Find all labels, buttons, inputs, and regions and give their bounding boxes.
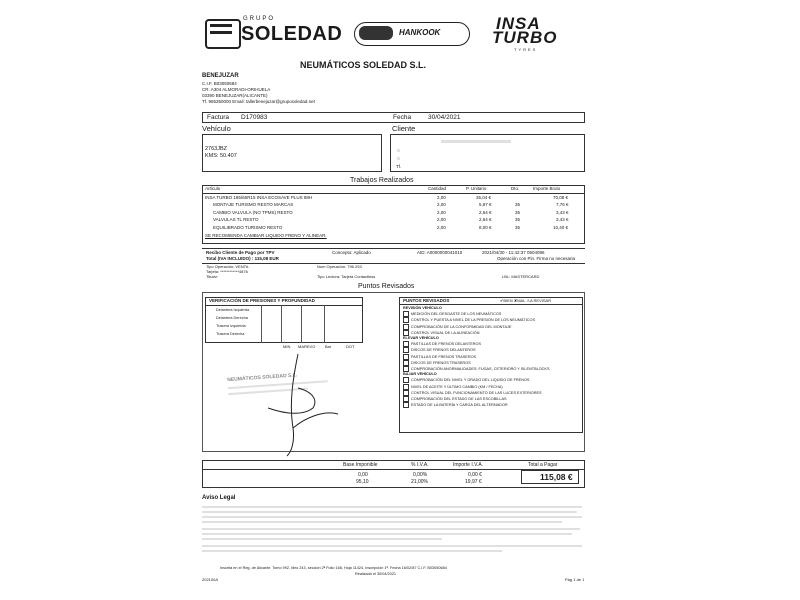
vehicle-plate: 2763JBZ — [205, 146, 228, 152]
warning-icon: ⚠ — [526, 298, 530, 303]
aviso-title: Aviso Legal — [202, 495, 236, 501]
row-importe: 7,76 € — [556, 202, 569, 207]
row-articulo: EQUILIBRADO TURISMO RESTO — [213, 225, 283, 230]
turbo-text: TURBO — [492, 28, 558, 47]
col-bar: Bar — [325, 344, 332, 349]
presiones-box — [205, 297, 363, 343]
invoice-bar — [202, 112, 585, 123]
vehiculo-box — [202, 134, 382, 172]
row-unitario: 2,64 € — [479, 217, 492, 222]
soledad-text: SOLEDAD — [241, 23, 343, 45]
presion-row: Trasera Izquierda — [216, 324, 246, 328]
item-label: COMPROBACIÓN DE LA CONFORMIDAD DEL MONTAJE — [411, 324, 512, 329]
row-dto: 35 — [515, 202, 521, 207]
list-item: ELEVAR VEHÍCULO — [403, 336, 439, 341]
insa-text: INSA — [496, 14, 541, 33]
trabajos-header-row — [203, 186, 584, 194]
aviso-footer: Inscrita en el Reg. de Alicante. Tomo 992, libro 243, sección 2ª Folio 168, Hoja 11424, Inscripción 1ª. Fecha 16/02/87 C.I.F. B03050684 — [220, 566, 447, 570]
row-articulo: MONTAJE TURISMO RESTO MARCAS — [213, 202, 294, 207]
col-dot: DOT — [346, 344, 355, 349]
checkbox-icon — [403, 341, 409, 347]
col-articulo: Artículo — [205, 186, 221, 191]
factura-value: D170983 — [241, 114, 268, 121]
importe-iva-0: 0,00 € — [468, 472, 482, 478]
totals-table — [202, 460, 585, 488]
row-cantidad: 2,00 — [437, 225, 446, 230]
table-row — [203, 195, 584, 201]
importe-iva-1: 19,97 € — [465, 479, 482, 485]
hdr-iva: % I.V.A. — [411, 462, 429, 468]
row-importe: 10,40 € — [553, 225, 569, 230]
recibo-firma: Operación con Pin. Firma no necesaria — [497, 256, 576, 261]
checkbox-icon — [403, 390, 409, 396]
row-cantidad: 2,00 — [437, 217, 446, 222]
factura-label: Factura — [207, 114, 230, 121]
col-marevo: MAREVO — [298, 344, 316, 349]
iva-1: 21,00% — [411, 479, 428, 485]
trabajos-note: SE RECOMIENDA CAMBIAR LIQUIDO FRENO Y ALINEAR. — [205, 233, 327, 238]
totals-header — [203, 461, 584, 470]
row-articulo: CAMBIO VALVULA (NO TPMS) RESTO — [213, 210, 293, 215]
table-row — [203, 202, 584, 208]
recibo-titular: Titular: — [206, 274, 219, 279]
table-row — [203, 225, 584, 231]
soledad-logo — [205, 14, 343, 48]
legend-revisar: A REVISAR — [529, 298, 552, 303]
hankook-text: HANKOOK — [399, 28, 441, 37]
presion-row: Trasera Derecha — [216, 332, 245, 336]
checkbox-icon — [403, 311, 409, 317]
checkbox-icon — [403, 377, 409, 383]
page-number: Pág 1 de 1 — [565, 577, 585, 582]
row-importe: 70,08 € — [553, 195, 569, 200]
list-item: BAJAR VEHÍCULO — [403, 372, 437, 377]
recibo-tipo-op: Tipo Operación: VENTA — [206, 264, 249, 269]
total-box — [521, 470, 579, 484]
recibo-title: Recibo Cliente de Pago por TPV — [206, 250, 275, 255]
revisados-box — [399, 297, 583, 433]
col-min: MIN — [283, 344, 291, 349]
item-label: CONTROL VISUAL DE LA ALINEACIÓN — [411, 330, 480, 335]
item-label: DISCOS DE FRENOS DELANTEROS — [411, 348, 476, 353]
checkbox-icon — [403, 354, 409, 360]
vehiculo-label: Vehículo — [202, 124, 231, 133]
company-cif: C.I.F. B03050684 — [202, 81, 237, 86]
row-unitario: 5,97 € — [479, 202, 492, 207]
company-city: 03390 BENEJUZAR(ALICANTE) — [202, 93, 268, 98]
checkbox-icon — [403, 324, 409, 330]
presion-row: Delantera Izquierda — [216, 308, 250, 312]
row-importe: 3,43 € — [556, 217, 569, 222]
item-label: CONTROL VISUAL DEL FUNCIONAMIENTO DE LAS LUCES EXTERIORES — [411, 390, 542, 395]
recibo-total: Total (IVA INCLUIDO) : 115,08 EUR — [206, 256, 279, 261]
row-unitario: 2,64 € — [479, 210, 492, 215]
list-item — [403, 377, 549, 383]
checkbox-icon — [403, 402, 409, 408]
vehicle-kms: KMS: 50.407 — [205, 153, 237, 159]
presion-row: Delantera Derecha — [216, 316, 248, 320]
hdr-importe-iva: Importe I.V.A. — [453, 462, 484, 468]
row-importe: 3,43 € — [556, 210, 569, 215]
row-dto: 35 — [515, 210, 521, 215]
item-label: COMPROBACIÓN ANORMALIDADES: FUGAS, CETERIORO Y SILENTBLOCKS — [411, 367, 550, 372]
col-unitario: P. Unitario — [466, 186, 487, 191]
recibo-num-op: Num Operación: 796.293 — [317, 264, 362, 269]
col-importe: Importe Bruto — [533, 186, 561, 191]
row-articulo: VALVULAS TL RESTO — [213, 217, 259, 222]
cliente-tf: Tf. — [396, 164, 402, 169]
item-label: ESTADO DE LA BATERÍA Y CARGA DEL ALTERNADOR — [411, 403, 508, 408]
list-item — [403, 317, 549, 323]
fecha-label: Fecha — [393, 114, 412, 121]
row-articulo: INSA TURBO 185/65R15 INSA ECOSAVE PLUS 88H — [205, 195, 313, 200]
company-address: CR. A304 ALMORADI-ORIHUELA — [202, 87, 271, 92]
list-item: REVISIÓN VEHÍCULO — [403, 306, 442, 310]
revisados-list — [403, 306, 549, 408]
col-cantidad: Cantidad — [428, 186, 447, 191]
base-0: 0,00 — [358, 472, 368, 478]
cross-icon: ✘ — [513, 298, 518, 303]
revisados-title: PUNTOS REVISADOS — [403, 298, 450, 303]
aviso-footer-date: Realizado el 30/04/2021 — [355, 572, 396, 576]
recibo-fecha: 2021/04/30 - 11:42:37 0504096 — [482, 250, 545, 255]
payment-receipt — [202, 248, 585, 278]
doc-code: 202100A — [202, 577, 219, 582]
presiones-title: VERIFICACIÓN DE PRESIONES Y PROFUNDIDAD — [209, 298, 315, 303]
recibo-lectura: Tipo Lectura: Tarjeta Contactless — [317, 274, 376, 279]
fecha-value: 30/04/2021 — [428, 114, 461, 121]
item-label: MEDICIÓN DEL DESGASTE DE LOS NEUMÁTICOS — [411, 312, 502, 317]
row-cantidad: 2,00 — [437, 195, 446, 200]
table-row — [203, 210, 584, 216]
cliente-label: Cliente — [392, 124, 416, 133]
signature — [243, 348, 353, 458]
cliente-box — [390, 134, 585, 172]
checkbox-icon — [403, 360, 409, 366]
recibo-app: LBL: MASTERCARD — [502, 274, 540, 279]
item-label: NIVEL DE ACEITE Y ÚLTIMO CAMBIO (KM / FECHA) — [411, 384, 503, 389]
legend-bien: BIEN — [503, 298, 513, 303]
recibo-concepto: Concepto: Aplicado — [332, 250, 371, 255]
list-item — [403, 402, 549, 408]
branch-name: BENEJUZAR — [202, 73, 239, 79]
iva-0: 0,00% — [413, 472, 428, 478]
item-label: CONTROL Y PUESTA A NIVEL DE LA PRESIÓN DE LOS NEUMÁTICOS — [411, 318, 535, 323]
item-label: PASTILLAS DE FRENOS TRASEROS — [411, 354, 477, 359]
table-row — [203, 217, 584, 223]
checkbox-icon — [403, 330, 409, 336]
row-unitario: 8,00 € — [479, 225, 492, 230]
grupo-text: GRUPO — [243, 16, 276, 22]
recibo-tarjeta: Tarjeta: ************4876 — [206, 269, 248, 274]
tyres-text: TYRES — [514, 47, 538, 52]
base-1: 95,10 — [356, 479, 369, 485]
item-label: COMPROBACIÓN DEL ESTADO DE LAS ESCOBILLAS — [411, 397, 507, 402]
trabajos-title: Trabajos Realizados — [350, 177, 414, 184]
hdr-total: Total a Pagar — [528, 462, 558, 468]
item-label: PASTILLAS DE FRENOS DELANTEROS — [411, 342, 481, 347]
partner-badge — [354, 22, 470, 46]
total-value: 115,08 € — [540, 472, 573, 482]
checkbox-icon — [403, 347, 409, 353]
row-cantidad: 2,00 — [437, 210, 446, 215]
row-dto: 35 — [515, 217, 521, 222]
item-label: COMPROBACIÓN DEL NIVEL Y GRADO DEL LIQUIDO DE FRENOS — [411, 378, 530, 383]
company-contact: Tf. 965350000 Email: tallerbenejuzar@gruposoledad.net — [202, 99, 315, 104]
recibo-aid: AID: A0000000041010 — [417, 250, 463, 255]
row-cantidad: 2,00 — [437, 202, 446, 207]
stamp-text: NEUMÁTICOS SOLEDAD S.L. — [227, 372, 298, 384]
row-dto: 35 — [515, 225, 521, 230]
item-label: DISCOS DE FRENOS TRASEROS — [411, 360, 471, 365]
checkbox-icon — [403, 396, 409, 402]
aviso-body — [202, 506, 585, 566]
puntos-title: Puntos Revisados — [358, 283, 415, 290]
check-icon: ✔ — [500, 298, 504, 303]
hdr-base: Base Imponible — [343, 462, 378, 468]
trabajos-table — [202, 185, 585, 244]
insa-turbo-logo — [492, 14, 572, 54]
col-dto: Dto. — [511, 186, 520, 191]
checkbox-icon — [403, 317, 409, 323]
row-unitario: 35,04 € — [476, 195, 492, 200]
puntos-frame — [202, 292, 585, 452]
legend-mal: MAL — [517, 298, 526, 303]
company-name: NEUMÁTICOS SOLEDAD S.L. — [300, 60, 427, 70]
checkbox-icon — [403, 384, 409, 390]
